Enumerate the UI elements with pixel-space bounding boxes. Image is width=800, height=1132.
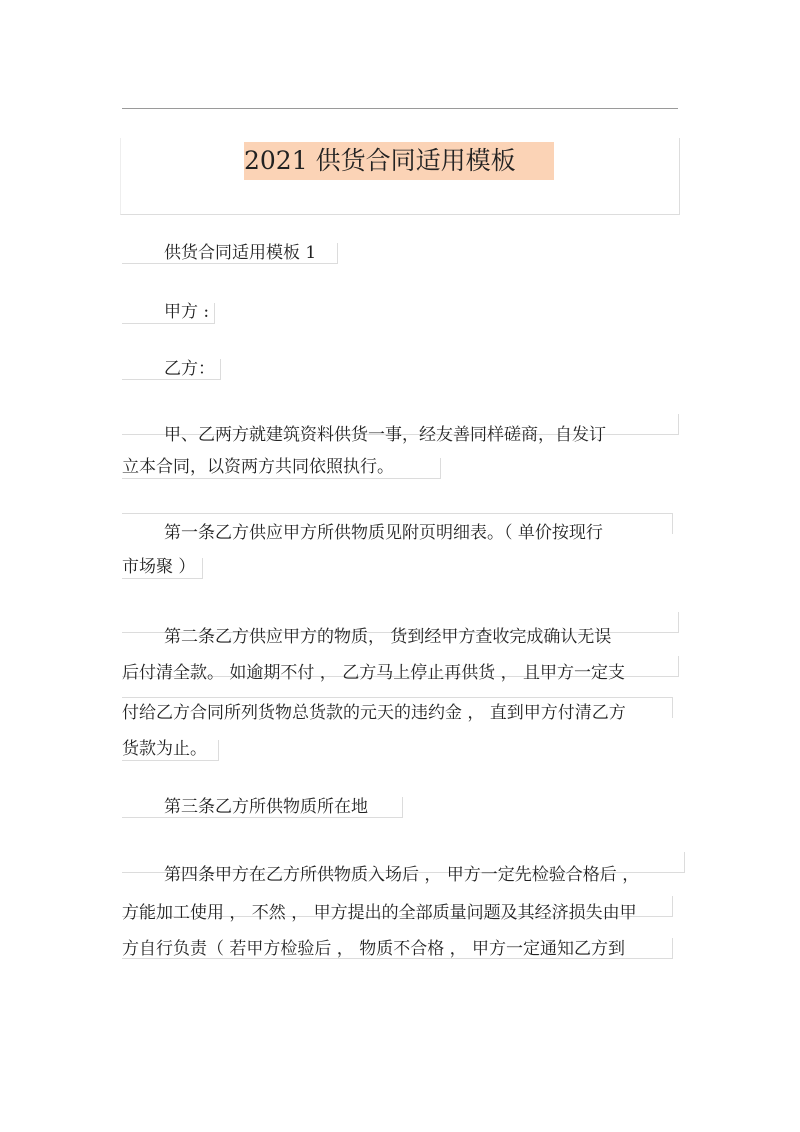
text-line: 第一条乙方供应甲方所供物质见附页明细表。（ 单价按现行 bbox=[164, 523, 603, 543]
text-line: 市场聚 ） bbox=[122, 557, 196, 577]
document-title: 2021 供货合同适用模板 bbox=[244, 142, 554, 180]
text-line: 第二条乙方供应甲方的物质， 货到经甲方查收完成确认无误 bbox=[164, 627, 612, 647]
text-line: 方能加工使用 ， 不然 ， 甲方提出的全部质量问题及其经济损失由甲 bbox=[122, 903, 637, 923]
text-line: 货款为止。 bbox=[122, 739, 207, 759]
text-line: 甲方 : bbox=[164, 302, 210, 322]
text-line: 第四条甲方在乙方所供物质入场后 ， 甲方一定先检验合格后 ， bbox=[164, 865, 640, 885]
text-line: 付给乙方合同所列货物总货款的元天的违约金 ， 直到甲方付清乙方 bbox=[122, 703, 626, 723]
header-rule bbox=[122, 108, 678, 109]
text-line: 第三条乙方所供物质所在地 bbox=[164, 797, 368, 817]
text-line: 后付清全款。 如逾期不付 ， 乙方马上停止再供货 ， 且甲方一定支 bbox=[122, 663, 626, 683]
text-line: 方自行负责（ 若甲方检验后 ， 物质不合格 ， 甲方一定通知乙方到 bbox=[122, 939, 626, 959]
text-line: 乙方： bbox=[164, 359, 215, 379]
text-line: 甲、乙两方就建筑资料供货一事，经友善同样磋商，自发订 bbox=[164, 425, 606, 445]
text-line: 立本合同，以资两方共同依照执行。 bbox=[122, 457, 394, 477]
text-line: 供货合同适用模板 1 bbox=[164, 243, 317, 263]
